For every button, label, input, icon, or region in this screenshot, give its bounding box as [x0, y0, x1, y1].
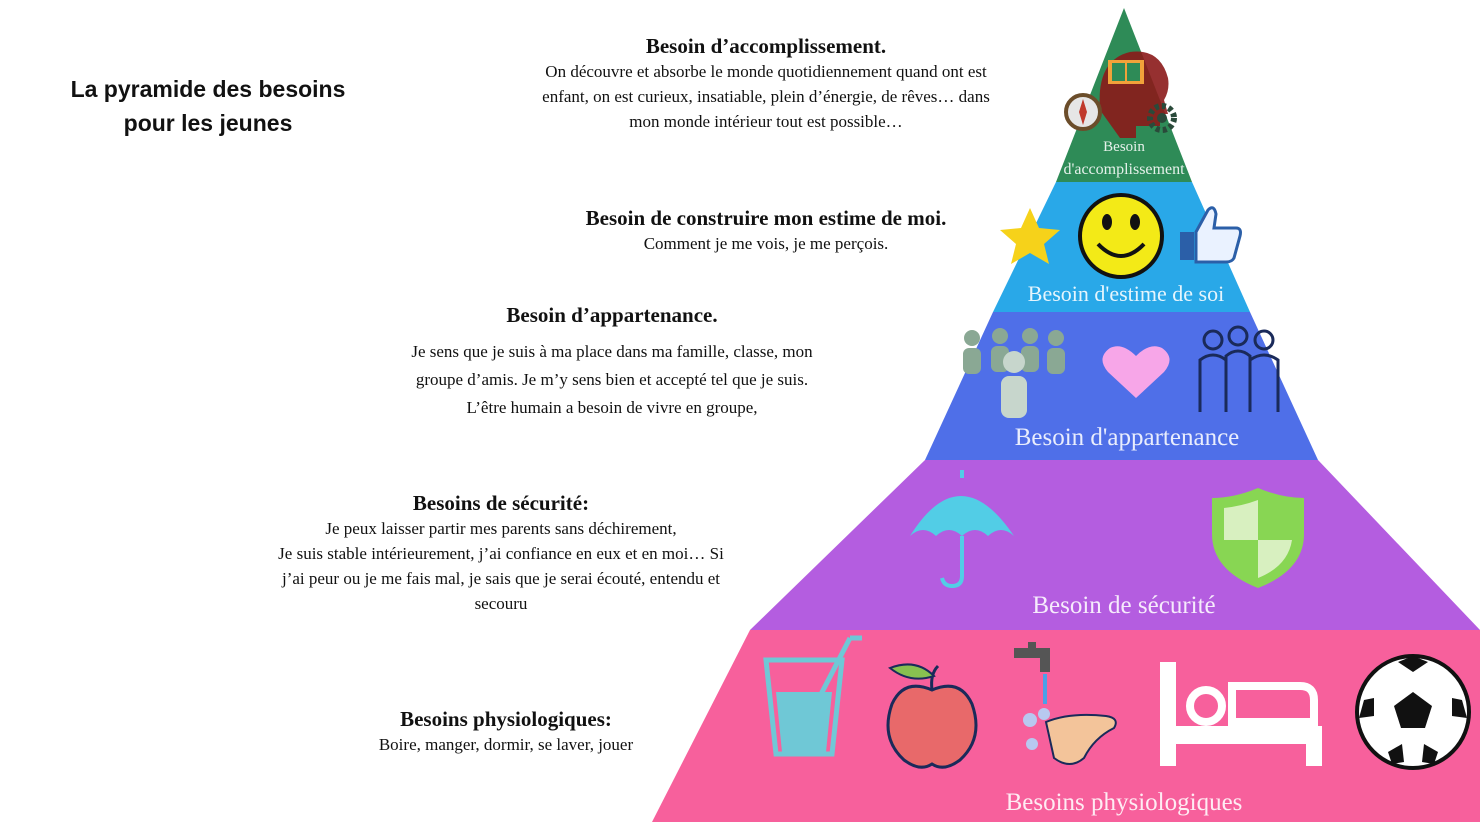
text-appartenance-2: groupe d’amis. Je m’y sens bien et accepté tel que je suis. — [415, 370, 809, 389]
heading-physiologiques: Besoins physiologiques: — [400, 707, 612, 731]
text-securite-1: Je peux laisser partir mes parents sans déchirement, — [325, 519, 677, 538]
text-appartenance-1: Je sens que je suis à ma place dans ma famille, classe, mon — [411, 342, 813, 361]
text-securite-4: secouru — [474, 594, 528, 613]
text-securite-2: Je suis stable intérieurement, j’ai confiance en eux et en moi… Si — [278, 544, 724, 563]
heading-estime: Besoin de construire mon estime de moi. — [585, 206, 947, 230]
heading-securite: Besoins de sécurité: — [412, 491, 590, 515]
label-accomplissement-line1: Besoin — [1103, 139, 1145, 155]
text-appartenance-3: L’être humain a besoin de vivre en groupe, — [466, 398, 758, 417]
label-accomplissement-line2: d'accomplissement — [1063, 161, 1185, 178]
text-accomplissement-2: enfant, on est curieux, insatiable, plein d’énergie, de rêves… dans — [542, 87, 990, 106]
label-appartenance: Besoin d'appartenance — [1014, 424, 1240, 451]
smiley-icon — [1080, 195, 1162, 277]
heading-accomplissement: Besoin d’accomplissement. — [645, 34, 887, 58]
text-physiologiques-1: Boire, manger, dormir, se laver, jouer — [378, 735, 634, 754]
label-estime: Besoin d'estime de soi — [1027, 281, 1225, 306]
text-accomplissement-3: mon monde intérieur tout est possible… — [629, 112, 903, 131]
title-line-2: pour les jeunes — [123, 110, 293, 136]
text-securite-3: j’ai peur ou je me fais mal, je sais que je serai écouté, entendu et — [281, 569, 721, 588]
label-securite: Besoin de sécurité — [1032, 592, 1216, 619]
football-icon — [1357, 656, 1469, 768]
label-physiologiques: Besoins physiologiques — [1005, 789, 1243, 816]
compass-icon — [1066, 95, 1100, 129]
text-accomplissement-1: On découvre et absorbe le monde quotidiennement quand ont est — [545, 62, 987, 81]
text-estime-1: Comment je me vois, je me perçois. — [643, 234, 889, 253]
title-line-1: La pyramide des besoins — [70, 76, 346, 102]
heading-appartenance: Besoin d’appartenance. — [506, 303, 718, 327]
